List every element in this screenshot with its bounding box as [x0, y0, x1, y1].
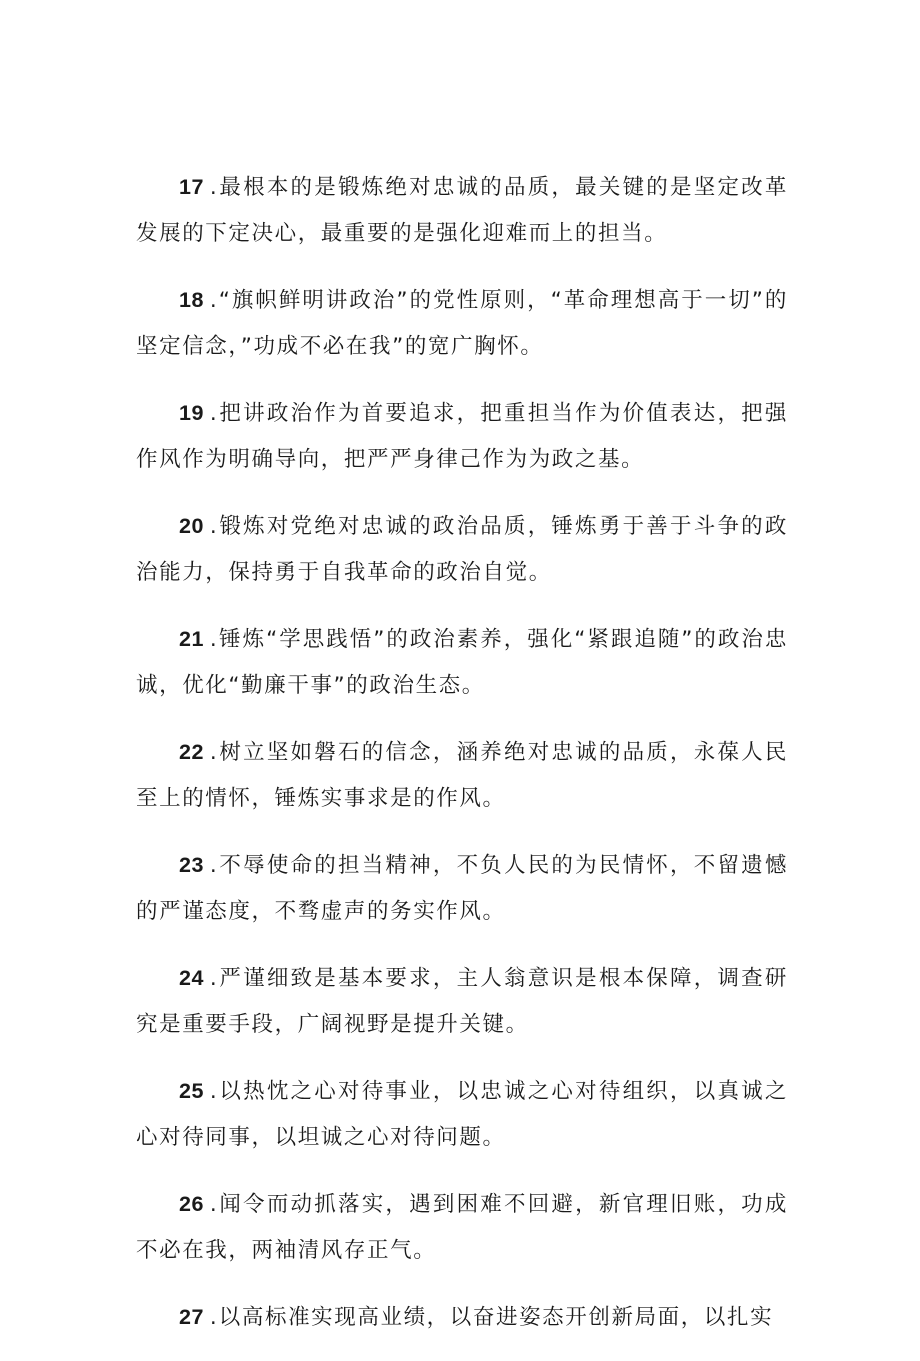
list-item [136, 955, 788, 1048]
item-number: 18 [179, 288, 204, 312]
list-item [136, 616, 788, 709]
item-text: 不辱使命的担当精神，不负人民的为民情怀，不留遗憾的严谨态度，不骛虚声的务实作风。 [136, 853, 788, 924]
list-item [136, 842, 788, 935]
item-text: 以高标准实现高业绩，以奋进姿态开创新局面，以扎实 [218, 1305, 774, 1330]
item-separator: . [209, 966, 219, 991]
item-text: 严谨细致是基本要求，主人翁意识是根本保障，调查研究是重要手段，广阔视野是提升关键。 [136, 966, 788, 1037]
item-number: 25 [179, 1079, 204, 1103]
item-number: 17 [179, 175, 204, 199]
item-text: 以热忱之心对待事业，以忠诚之心对待组织，以真诚之心对待同事，以坦诚之心对待问题。 [136, 1079, 788, 1150]
item-number: 19 [179, 401, 204, 425]
item-text: 锻炼对党绝对忠诚的政治品质，锤炼勇于善于斗争的政治能力，保持勇于自我革命的政治自觉。 [136, 514, 788, 585]
item-text: 闻令而动抓落实，遇到困难不回避，新官理旧账，功成不必在我，两袖清风存正气。 [136, 1192, 788, 1263]
list-item [136, 1068, 788, 1161]
item-separator: . [209, 401, 219, 426]
item-number: 26 [179, 1192, 204, 1216]
item-text: 最根本的是锻炼绝对忠诚的品质，最关键的是坚定改革发展的下定决心，最重要的是强化迎难而上的担当。 [136, 175, 788, 246]
item-separator: . [209, 740, 219, 765]
item-number: 21 [179, 627, 204, 651]
list-item [136, 390, 788, 483]
item-separator: . [209, 288, 219, 313]
item-separator: . [209, 1192, 219, 1217]
item-text: 树立坚如磐石的信念，涵养绝对忠诚的品质，永葆人民至上的情怀，锤炼实事求是的作风。 [136, 740, 788, 811]
item-text: “旗帜鲜明讲政治”的党性原则，“革命理想高于一切”的坚定信念，”功成不必在我”的宽广胸怀。 [136, 288, 788, 359]
item-text: 把讲政治作为首要追求，把重担当作为价值表达，把强作风作为明确导向，把严严身律己作为为政之基。 [136, 401, 788, 472]
list-item [136, 164, 788, 257]
item-number: 20 [179, 514, 204, 538]
item-separator: . [209, 1305, 219, 1330]
item-separator: . [209, 175, 219, 200]
item-separator: . [209, 1079, 219, 1104]
list-item [136, 1294, 788, 1341]
list-item [136, 1181, 788, 1274]
item-number: 27 [179, 1305, 204, 1329]
list-item [136, 277, 788, 370]
item-separator: . [209, 627, 219, 652]
item-number: 24 [179, 966, 204, 990]
item-separator: . [209, 853, 219, 878]
item-separator: . [209, 514, 219, 539]
numbered-list [136, 164, 788, 1361]
item-number: 23 [179, 853, 204, 877]
item-number: 22 [179, 740, 204, 764]
list-item [136, 503, 788, 596]
list-item [136, 729, 788, 822]
item-text: 锤炼“学思践悟”的政治素养，强化“紧跟追随”的政治忠诚，优化“勤廉干事”的政治生态。 [136, 627, 788, 698]
